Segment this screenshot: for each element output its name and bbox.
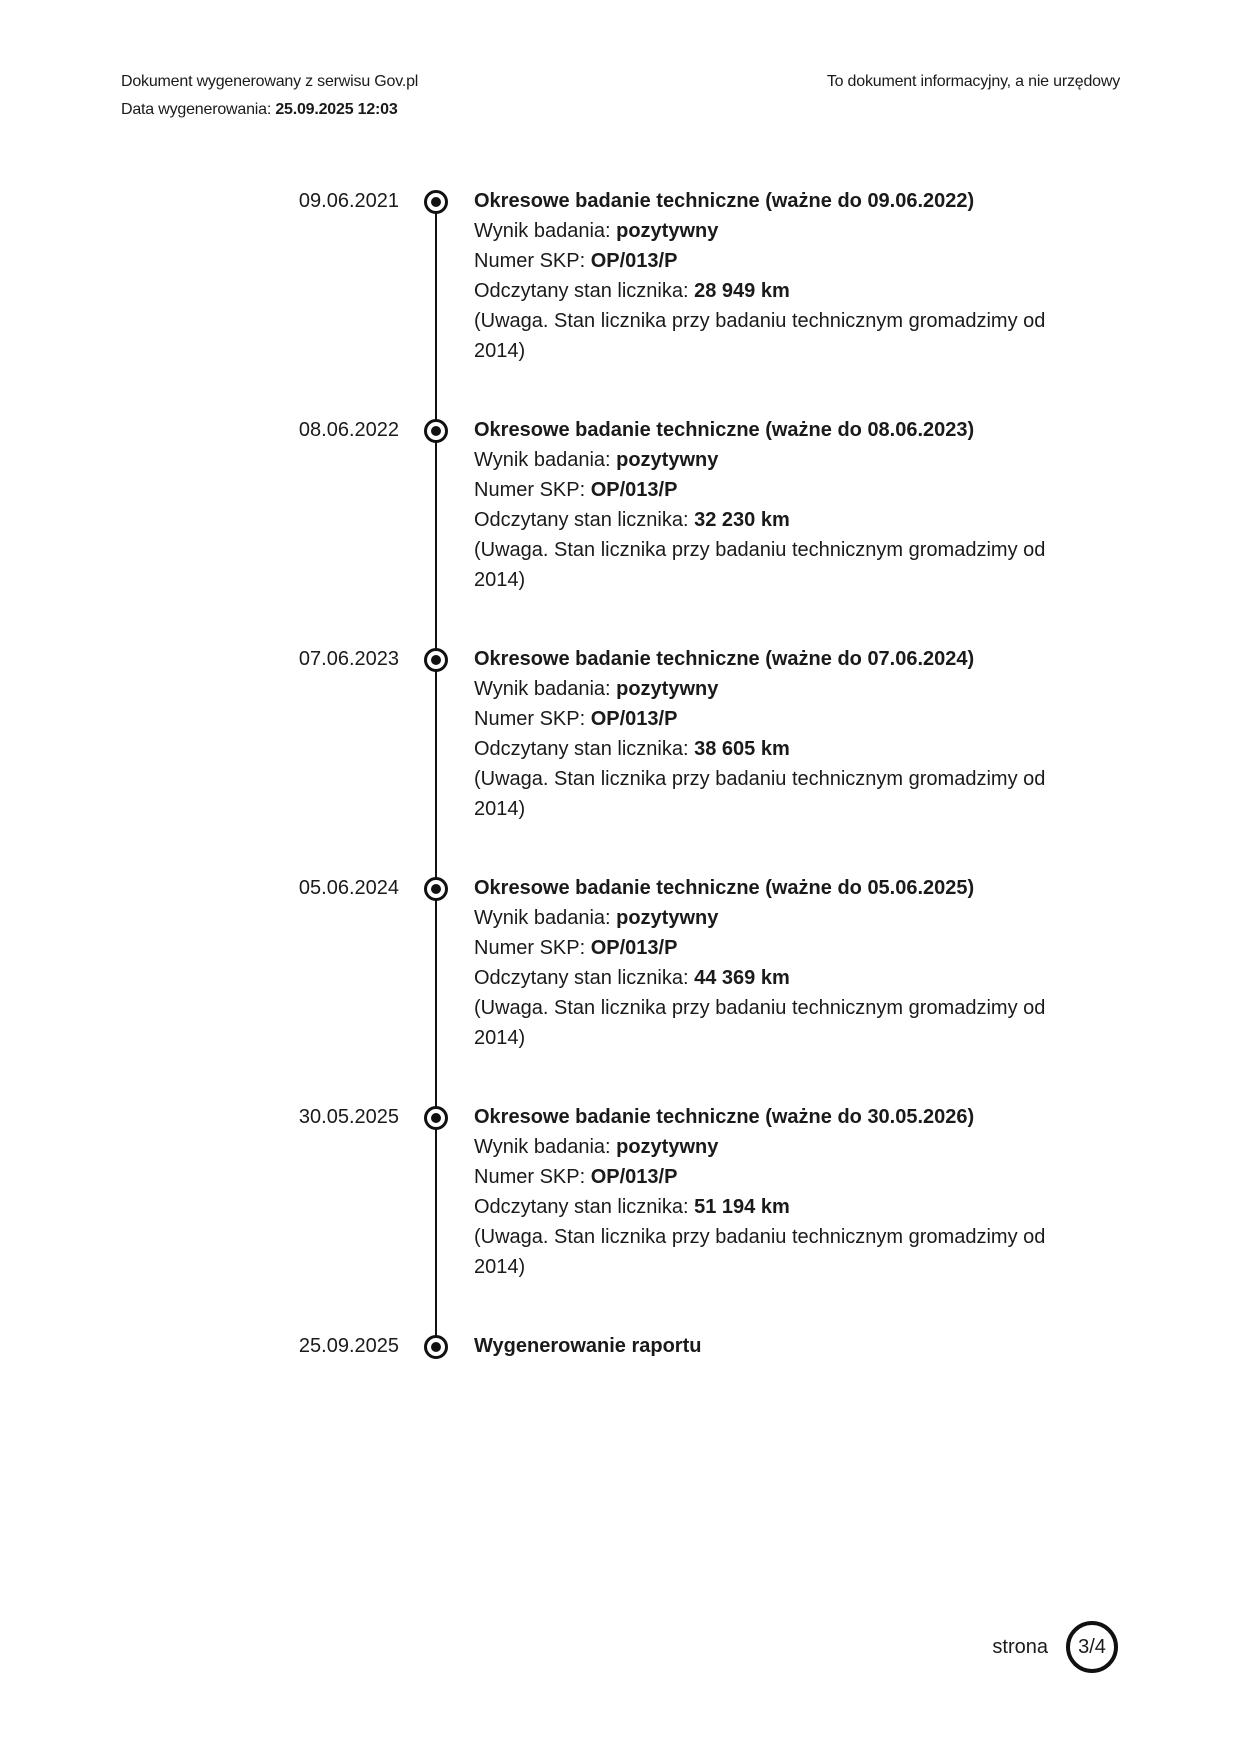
event-skp bbox=[474, 704, 1054, 734]
event-skp bbox=[474, 1162, 1054, 1192]
timeline-marker-icon bbox=[424, 1335, 448, 1359]
page-footer bbox=[992, 1621, 1118, 1673]
odometer-value: 44 369 km bbox=[694, 967, 790, 989]
odometer-value: 51 194 km bbox=[694, 1196, 790, 1218]
skp-value: OP/013/P bbox=[590, 708, 678, 730]
event-note: (Uwaga. Stan licznika przy badaniu technicznym gromadzimy od 2014) bbox=[474, 768, 1046, 820]
result-value: pozytywny bbox=[616, 220, 719, 242]
odometer-label: Odczytany stan licznika: bbox=[474, 967, 695, 989]
disclaimer: To dokument informacyjny, a nie urzędowy bbox=[826, 73, 1120, 90]
timeline-marker-icon bbox=[424, 419, 448, 443]
result-label: Wynik badania: bbox=[474, 1136, 617, 1158]
event-date: 25.09.2025 bbox=[298, 1335, 399, 1357]
source-line: Dokument wygenerowany z serwisu Gov.pl bbox=[121, 73, 419, 90]
page-label: strona bbox=[992, 1636, 1048, 1658]
event-note: (Uwaga. Stan licznika przy badaniu technicznym gromadzimy od 2014) bbox=[474, 997, 1046, 1049]
event-details bbox=[474, 186, 1054, 366]
event-result bbox=[474, 1132, 1054, 1162]
skp-label: Numer SKP: bbox=[474, 708, 591, 730]
skp-value: OP/013/P bbox=[590, 479, 678, 501]
timeline-line bbox=[435, 200, 437, 1350]
page-number: 3/4 bbox=[1078, 1635, 1106, 1658]
skp-value: OP/013/P bbox=[590, 1166, 678, 1188]
odometer-value: 28 949 km bbox=[694, 280, 790, 302]
skp-label: Numer SKP: bbox=[474, 479, 591, 501]
event-odometer bbox=[474, 505, 1054, 535]
skp-value: OP/013/P bbox=[590, 250, 678, 272]
timeline-marker-icon bbox=[424, 1106, 448, 1130]
result-value: pozytywny bbox=[616, 907, 719, 929]
odometer-label: Odczytany stan licznika: bbox=[474, 280, 695, 302]
timeline-marker-icon bbox=[424, 648, 448, 672]
event-title: Okresowe badanie techniczne (ważne do 08.06.2023) bbox=[474, 419, 975, 441]
skp-value: OP/013/P bbox=[590, 937, 678, 959]
event-result bbox=[474, 216, 1054, 246]
event-title: Wygenerowanie raportu bbox=[474, 1335, 702, 1357]
page-number-badge bbox=[1066, 1621, 1118, 1673]
event-details bbox=[474, 1331, 1054, 1361]
event-date: 05.06.2024 bbox=[298, 877, 399, 899]
event-odometer bbox=[474, 963, 1054, 993]
event-details bbox=[474, 873, 1054, 1053]
event-note: (Uwaga. Stan licznika przy badaniu technicznym gromadzimy od 2014) bbox=[474, 310, 1046, 362]
event-odometer bbox=[474, 734, 1054, 764]
event-title: Okresowe badanie techniczne (ważne do 09.06.2022) bbox=[474, 190, 975, 212]
skp-label: Numer SKP: bbox=[474, 937, 591, 959]
generated-date-label: Data wygenerowania: bbox=[121, 101, 276, 118]
skp-label: Numer SKP: bbox=[474, 1166, 591, 1188]
odometer-value: 38 605 km bbox=[694, 738, 790, 760]
event-date: 09.06.2021 bbox=[298, 190, 399, 212]
result-value: pozytywny bbox=[616, 449, 719, 471]
odometer-label: Odczytany stan licznika: bbox=[474, 509, 695, 531]
skp-label: Numer SKP: bbox=[474, 250, 591, 272]
odometer-value: 32 230 km bbox=[694, 509, 790, 531]
event-date: 07.06.2023 bbox=[298, 648, 399, 670]
event-title: Okresowe badanie techniczne (ważne do 07.06.2024) bbox=[474, 648, 975, 670]
result-label: Wynik badania: bbox=[474, 907, 617, 929]
result-label: Wynik badania: bbox=[474, 449, 617, 471]
event-note: (Uwaga. Stan licznika przy badaniu technicznym gromadzimy od 2014) bbox=[474, 539, 1046, 591]
odometer-label: Odczytany stan licznika: bbox=[474, 1196, 695, 1218]
event-title: Okresowe badanie techniczne (ważne do 05.06.2025) bbox=[474, 877, 975, 899]
event-title: Okresowe badanie techniczne (ważne do 30.05.2026) bbox=[474, 1106, 975, 1128]
event-date: 30.05.2025 bbox=[298, 1106, 399, 1128]
event-result bbox=[474, 674, 1054, 704]
event-skp bbox=[474, 933, 1054, 963]
event-details bbox=[474, 415, 1054, 595]
event-result bbox=[474, 903, 1054, 933]
generated-date-value: 25.09.2025 12:03 bbox=[275, 101, 398, 118]
event-odometer bbox=[474, 276, 1054, 306]
event-details bbox=[474, 644, 1054, 824]
event-note: (Uwaga. Stan licznika przy badaniu technicznym gromadzimy od 2014) bbox=[474, 1226, 1046, 1278]
odometer-label: Odczytany stan licznika: bbox=[474, 738, 695, 760]
event-odometer bbox=[474, 1192, 1054, 1222]
event-date: 08.06.2022 bbox=[298, 419, 399, 441]
timeline-marker-icon bbox=[424, 877, 448, 901]
result-value: pozytywny bbox=[616, 678, 719, 700]
result-value: pozytywny bbox=[616, 1136, 719, 1158]
event-details bbox=[474, 1102, 1054, 1282]
event-skp bbox=[474, 246, 1054, 276]
event-result bbox=[474, 445, 1054, 475]
timeline-marker-icon bbox=[424, 190, 448, 214]
result-label: Wynik badania: bbox=[474, 678, 617, 700]
result-label: Wynik badania: bbox=[474, 220, 617, 242]
event-skp bbox=[474, 475, 1054, 505]
